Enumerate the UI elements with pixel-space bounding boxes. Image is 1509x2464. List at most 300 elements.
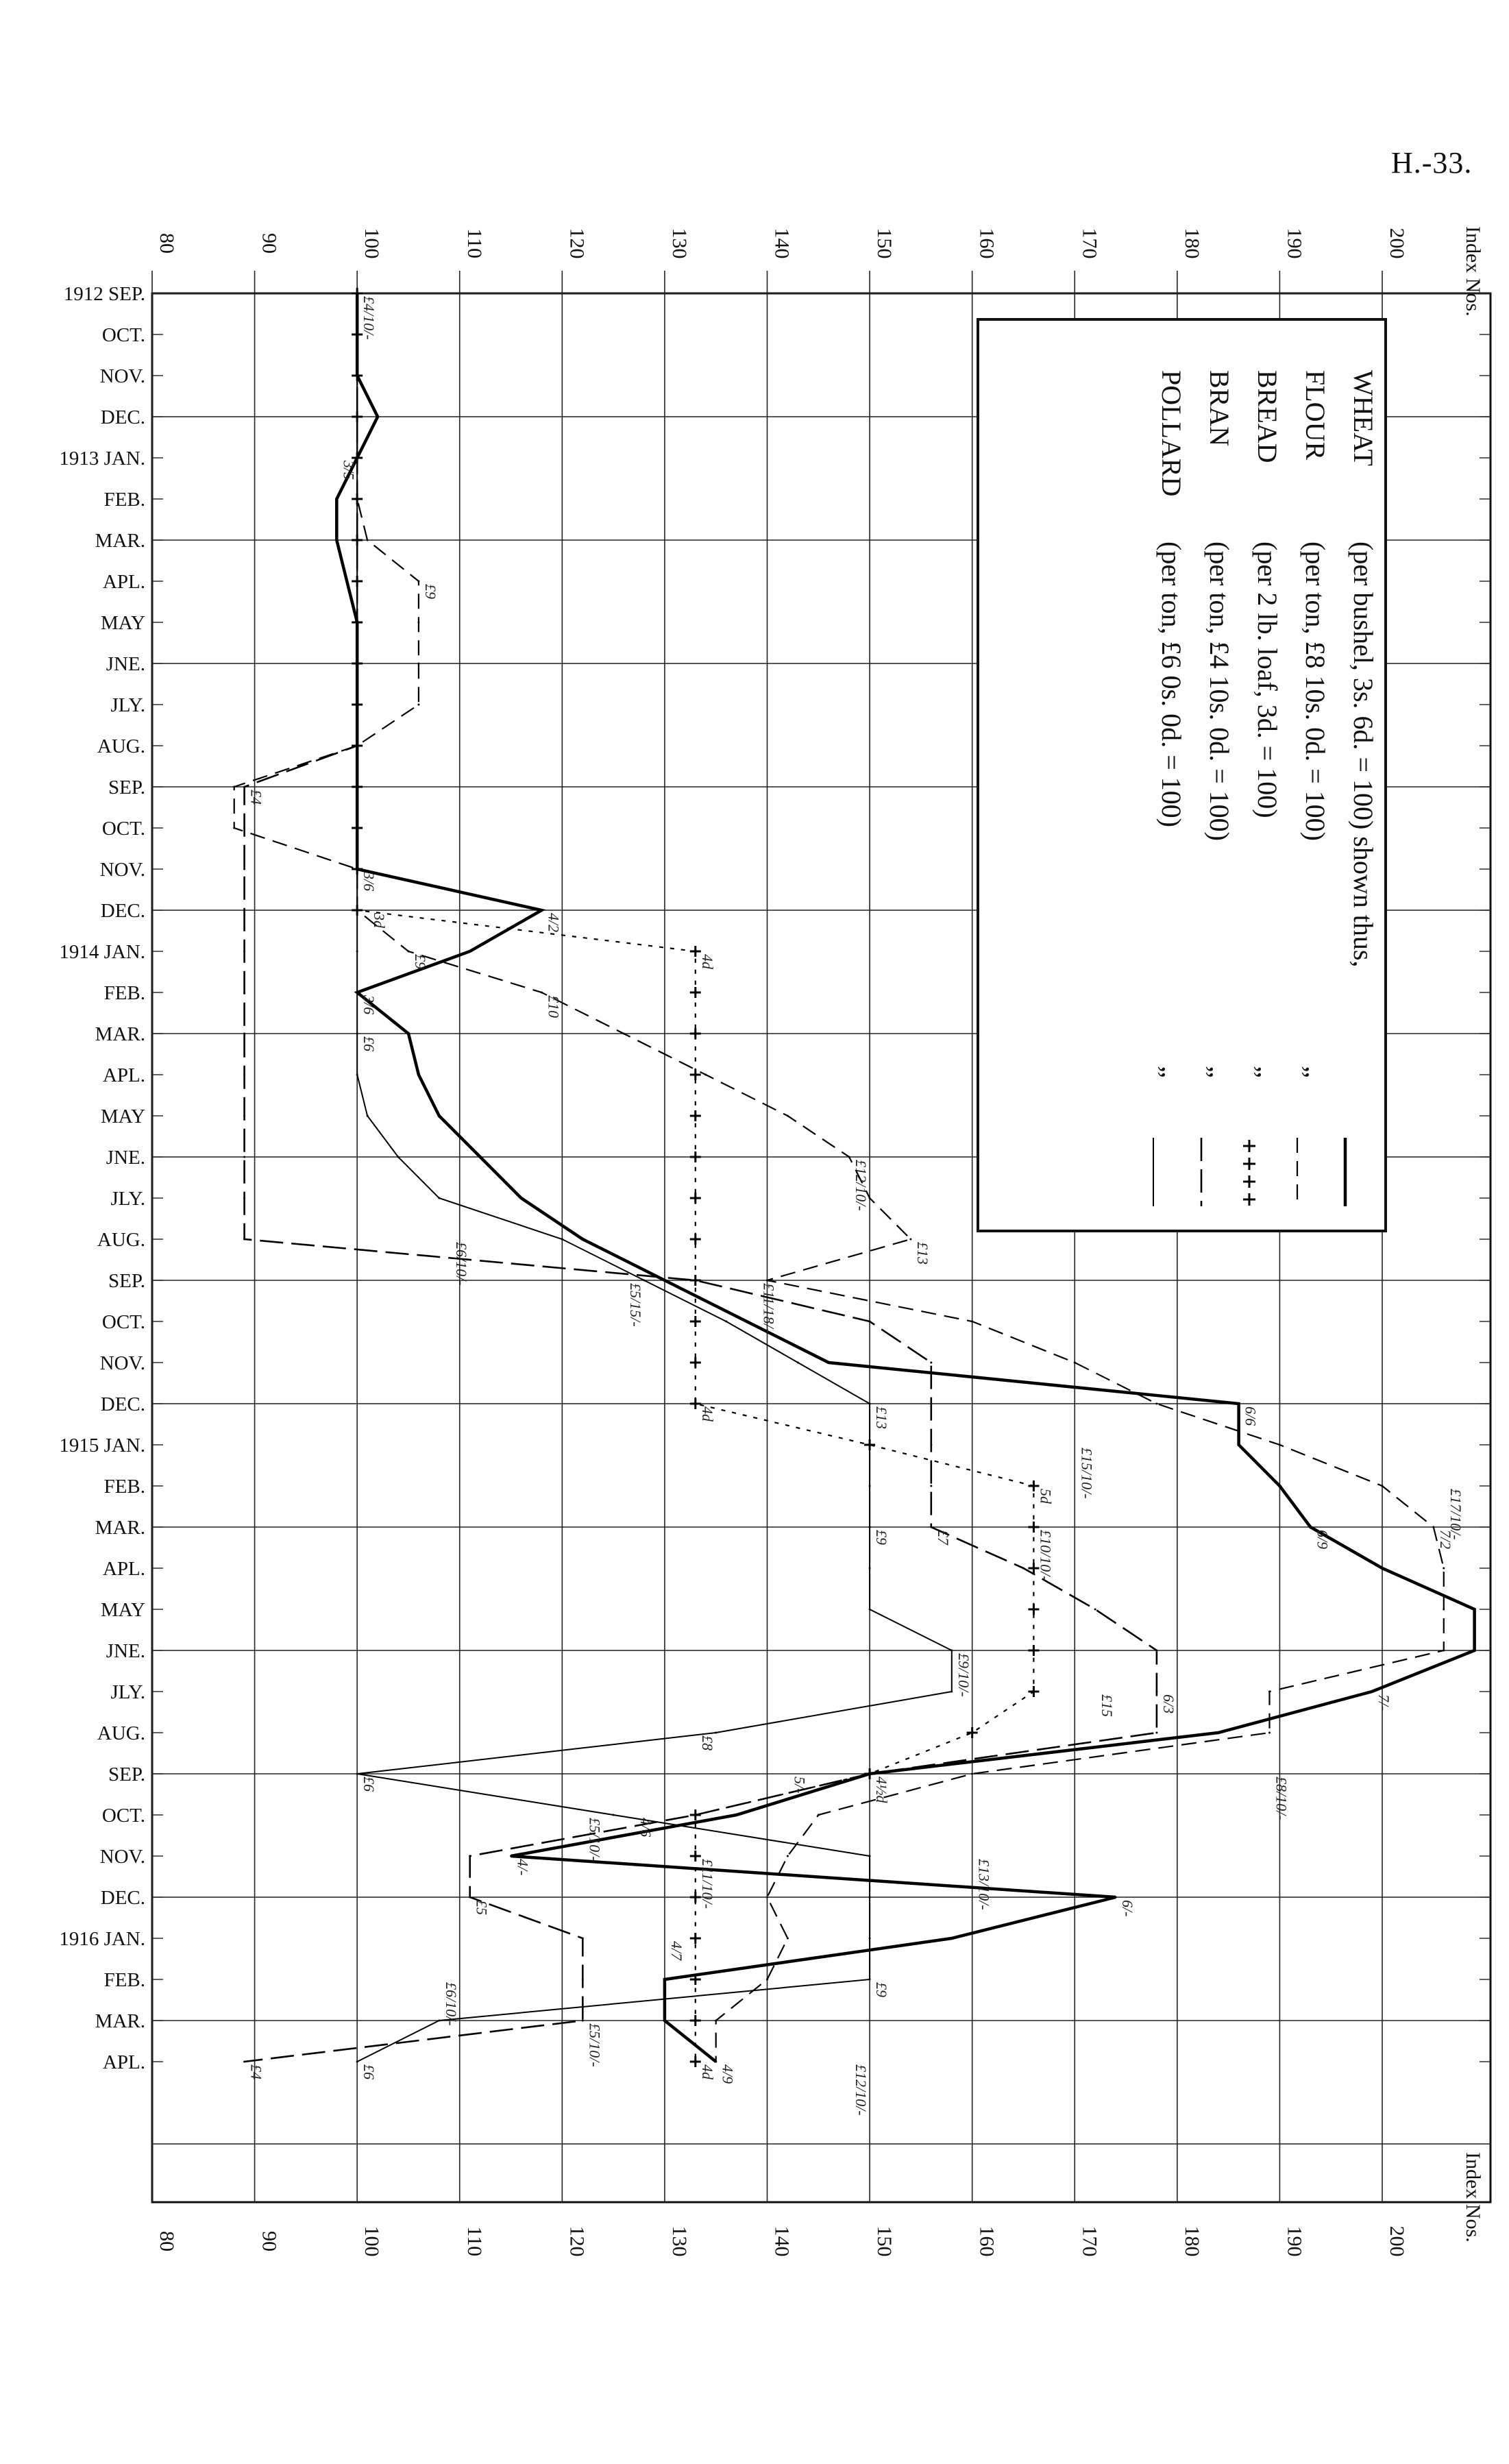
point-wheat [469, 951, 471, 953]
point-bran [243, 868, 245, 870]
point-wheat [1473, 1609, 1475, 1611]
annotation-label: £7 [934, 1530, 952, 1545]
annotation-label: 3/6 [360, 872, 378, 892]
point-pollard [869, 1855, 871, 1857]
annotation-label: £9/10/- [955, 1653, 972, 1697]
point-flour [1382, 1485, 1384, 1487]
point-pollard [950, 1691, 953, 1693]
point-bread [690, 1028, 701, 1039]
index-axis-top [156, 228, 1408, 259]
point-bran [930, 1526, 932, 1528]
point-bran [243, 786, 245, 788]
annotation-label: £4/10/- [360, 296, 378, 340]
point-bran [243, 992, 245, 994]
annotation-label: £9 [873, 1982, 891, 1997]
annotation-label: 6/6 [1242, 1406, 1260, 1426]
legend-series-name: BRAN [1204, 370, 1235, 447]
point-bran [243, 1074, 245, 1076]
point-flour [541, 992, 543, 994]
point-pollard [715, 1732, 717, 1734]
month-label: NOV. [99, 1846, 145, 1868]
point-bran [869, 1321, 871, 1323]
tick-label-top: 180 [1180, 228, 1203, 259]
point-bran [582, 1979, 584, 1981]
point-bran [243, 1033, 245, 1035]
annotation-label: 4½d [873, 1777, 891, 1803]
point-flour [787, 1855, 789, 1857]
point-wheat [520, 1197, 522, 1199]
point-pollard [356, 581, 358, 583]
tick-label-bottom: 150 [873, 2225, 896, 2257]
month-label: NOV. [99, 1352, 145, 1374]
point-bran [930, 1444, 932, 1446]
point-pollard [367, 1115, 369, 1117]
annotation-label: 6/- [1119, 1900, 1137, 1917]
point-pollard [869, 1979, 871, 1981]
point-bran [930, 1403, 932, 1405]
annotation-label: 7/2 [1436, 1530, 1454, 1550]
annotation-label: £5/10/- [586, 1818, 604, 1862]
point-pollard [356, 1773, 358, 1775]
tick-label-bottom: 120 [565, 2225, 589, 2257]
point-bread [690, 2015, 701, 2026]
month-label: JNE. [106, 1640, 145, 1662]
point-flour [766, 1280, 768, 1282]
point-bran [582, 1938, 584, 1940]
point-bread [690, 1110, 701, 1121]
annotation-label: 6/9 [1314, 1530, 1332, 1550]
point-pollard [613, 1814, 615, 1816]
annotation-label: £6 [360, 1777, 378, 1792]
point-flour [367, 539, 369, 541]
point-wheat [663, 1280, 665, 1282]
annotation-label: £8/10/- [1273, 1777, 1290, 1820]
legend [978, 319, 1386, 1231]
point-bran [694, 1280, 696, 1282]
point-flour [715, 2020, 717, 2022]
point-pollard [356, 704, 358, 706]
tick-label-top: 150 [873, 228, 896, 259]
month-label: APL. [102, 1558, 145, 1580]
point-flour [1074, 1362, 1076, 1364]
month-label: OCT. [101, 1805, 145, 1827]
point-pollard [950, 1650, 953, 1652]
tick-label-top: 130 [667, 228, 691, 259]
annotation-label: £15 [1099, 1694, 1116, 1717]
annotation-label: £9 [421, 584, 439, 599]
point-bran [469, 1896, 471, 1899]
tick-label-bottom: 130 [667, 2225, 691, 2257]
point-pollard [438, 2020, 440, 2022]
point-bran [930, 1485, 932, 1487]
month-label: DEC. [100, 1887, 145, 1909]
point-wheat [510, 1855, 512, 1857]
point-bread [1028, 1686, 1039, 1697]
point-pollard [356, 663, 358, 665]
point-pollard [356, 334, 358, 336]
point-wheat [1310, 1526, 1312, 1528]
point-bread [1028, 1645, 1039, 1656]
point-pollard [356, 457, 358, 459]
point-pollard [356, 868, 358, 870]
axis-label-top-index: Index Nos. [1462, 226, 1484, 317]
annotation-label: £11/18/- [760, 1283, 778, 1333]
point-pollard [356, 786, 358, 788]
point-wheat [1371, 1691, 1373, 1693]
tick-label-top: 200 [1386, 228, 1408, 259]
legend-basis: (per 2 lb. loaf, 3d. = 100) [1252, 541, 1283, 818]
point-pollard [356, 622, 358, 624]
month-label: APL. [102, 1064, 145, 1086]
point-flour [1432, 1526, 1434, 1528]
point-pollard [356, 293, 358, 295]
point-flour [233, 827, 235, 829]
point-pollard [869, 1568, 871, 1570]
month-label: MAY [100, 1599, 145, 1621]
annotation-label: 3/5 [340, 461, 358, 480]
point-bread [690, 987, 701, 998]
point-pollard [869, 1609, 871, 1611]
point-bran [243, 827, 245, 829]
month-label: AUG. [97, 1229, 145, 1251]
point-bread [690, 1316, 701, 1327]
annotation-label: £13 [873, 1406, 891, 1429]
point-bran [1094, 1609, 1096, 1611]
month-label: MAR. [95, 530, 145, 552]
annotation-label: 5/- [791, 1777, 809, 1794]
legend-basis: (per ton, £4 10s. 0d. = 100) [1204, 541, 1235, 841]
point-wheat [1217, 1732, 1219, 1734]
annotation-label: £13/10/- [975, 1859, 993, 1910]
point-pollard [356, 951, 358, 953]
index-axis-bottom [156, 2226, 1408, 2257]
annotation-label: 4/- [514, 1859, 532, 1876]
annotation-label: 3/6 [360, 995, 378, 1015]
point-flour [233, 786, 235, 788]
point-flour [417, 704, 419, 706]
point-wheat [1238, 1403, 1240, 1405]
annotation-label: £11/10/- [698, 1859, 716, 1909]
tick-label-bottom: 160 [975, 2225, 998, 2257]
point-pollard [356, 827, 358, 829]
annotation-label: 6/3 [1160, 1694, 1177, 1714]
month-label: 1912 SEP. [63, 283, 145, 305]
annotation-label: £9 [873, 1530, 891, 1545]
annotation-label: £17/10/- [1447, 1489, 1464, 1540]
month-label: JLY. [110, 1188, 145, 1210]
point-pollard [797, 1362, 799, 1364]
month-label: FEB. [103, 489, 145, 511]
point-wheat [1382, 1568, 1384, 1570]
tick-label-top: 160 [975, 228, 998, 259]
point-bran [694, 1814, 696, 1816]
point-bread [690, 1933, 701, 1944]
tick-label-bottom: 200 [1386, 2225, 1408, 2257]
point-wheat [336, 539, 338, 541]
month-label: 1916 JAN. [59, 1928, 145, 1950]
month-label: SEP. [108, 1270, 145, 1292]
month-label: JLY. [110, 694, 145, 716]
point-flour [787, 1938, 789, 1940]
point-flour [1268, 1732, 1271, 1734]
legend-basis: (per bushel, 3s. 6d. = 100) shown thus, [1348, 541, 1379, 968]
tick-label-top: 170 [1078, 228, 1101, 259]
legend-ditto: „ [1252, 1066, 1283, 1078]
annotation-label: 4/6 [637, 1818, 655, 1838]
point-wheat [1238, 1444, 1240, 1446]
tick-label-top: 80 [156, 233, 178, 254]
point-pollard [356, 992, 358, 994]
tick-label-top: 140 [770, 228, 794, 259]
tick-label-top: 90 [258, 233, 281, 254]
point-flour [417, 581, 419, 583]
point-bread [690, 1357, 701, 1368]
legend-series-name: POLLARD [1156, 370, 1187, 497]
month-label: OCT. [101, 818, 145, 840]
point-wheat [582, 1239, 584, 1241]
annotation-label: 7/- [1375, 1694, 1393, 1711]
series-bread [352, 288, 1039, 2067]
month-label: APL. [102, 571, 145, 593]
month-label: JNE. [106, 1147, 145, 1169]
point-bran [243, 951, 245, 953]
point-bran [243, 910, 245, 912]
month-label: FEB. [103, 1969, 145, 1991]
tick-label-top: 110 [463, 228, 486, 258]
point-bran [1022, 1568, 1025, 1570]
month-label: MAY [100, 1106, 145, 1127]
month-label: SEP. [108, 777, 145, 798]
point-bread [690, 1234, 701, 1245]
point-wheat [438, 1115, 440, 1117]
point-wheat [1279, 1485, 1281, 1487]
point-wheat [346, 581, 348, 583]
point-bread [690, 1069, 701, 1080]
point-pollard [561, 1239, 563, 1241]
annotation-label: £13 [913, 1242, 931, 1265]
month-label: FEB. [103, 982, 145, 1004]
point-bread [1028, 1604, 1039, 1615]
tick-label-top: 190 [1283, 228, 1306, 259]
month-label: NOV. [99, 859, 145, 881]
month-label: DEC. [100, 1393, 145, 1415]
point-bran [469, 1855, 471, 1857]
point-flour [417, 663, 419, 665]
tick-label-bottom: 80 [156, 2231, 178, 2252]
tick-label-bottom: 180 [1180, 2225, 1203, 2257]
tick-label-bottom: 100 [360, 2225, 384, 2257]
point-pollard [356, 416, 358, 418]
axis-label-bottom-index: Index Nos. [1462, 2152, 1484, 2243]
point-bran [243, 2061, 245, 2063]
point-flour [407, 951, 409, 953]
point-pollard [356, 1033, 358, 1035]
point-bran [243, 1156, 245, 1158]
point-flour [704, 1074, 707, 1076]
point-flour [1268, 1691, 1271, 1693]
point-bran [1155, 1650, 1157, 1652]
point-bread [690, 1151, 701, 1162]
legend-basis: (per ton, £6 0s. 0d. = 100) [1156, 541, 1187, 827]
point-flour [818, 1814, 820, 1816]
tick-label-top: 100 [360, 228, 384, 259]
point-wheat [735, 1814, 737, 1816]
point-flour [623, 1033, 625, 1035]
month-label: JNE. [106, 653, 145, 675]
point-pollard [643, 1280, 646, 1282]
point-flour [766, 1896, 768, 1899]
month-label: DEC. [100, 900, 145, 922]
point-bread [967, 1727, 978, 1738]
point-flour [848, 1156, 850, 1158]
point-flour [1443, 1568, 1445, 1570]
point-bran [582, 2020, 584, 2022]
point-wheat [479, 1156, 481, 1158]
annotation-label: 4/7 [667, 1941, 685, 1961]
annotation-label: 4d [698, 2064, 716, 2079]
point-pollard [397, 1156, 400, 1158]
annotation-label: £4 [247, 2064, 265, 2079]
tick-label-bottom: 190 [1283, 2225, 1306, 2257]
tick-label-bottom: 90 [258, 2231, 281, 2252]
tick-label-top: 120 [565, 228, 589, 259]
point-flour [971, 1321, 973, 1323]
month-label: MAY [100, 612, 145, 634]
point-flour [1155, 1403, 1157, 1405]
annotation-label: £15/10/- [1078, 1448, 1096, 1499]
point-pollard [356, 745, 358, 747]
point-bran [1155, 1732, 1157, 1734]
point-wheat [336, 498, 338, 500]
annotation-label: 4/2 [545, 913, 563, 933]
annotation-label: £6 [360, 2064, 378, 2079]
month-label: 1915 JAN. [59, 1435, 145, 1456]
annotation-label: £5 [473, 1900, 491, 1915]
legend-series-name: WHEAT [1348, 370, 1379, 466]
point-pollard [356, 2061, 358, 2063]
annotation-label: £4 [247, 790, 265, 805]
point-wheat [1473, 1650, 1475, 1652]
point-bran [1155, 1691, 1157, 1693]
point-wheat [663, 2020, 665, 2022]
point-pollard [869, 1444, 871, 1446]
point-pollard [356, 498, 358, 500]
point-bran [243, 1197, 245, 1199]
month-label: MAR. [95, 1023, 145, 1045]
month-label: DEC. [100, 406, 145, 428]
tick-label-bottom: 140 [770, 2225, 794, 2257]
point-flour [971, 1773, 973, 1775]
point-wheat [950, 1938, 953, 1940]
month-label: SEP. [108, 1764, 145, 1785]
month-label: JLY. [110, 1681, 145, 1703]
point-wheat [541, 910, 543, 912]
month-label: OCT. [101, 324, 145, 346]
point-pollard [356, 1074, 358, 1076]
month-label: OCT. [101, 1311, 145, 1333]
legend-series-name: BREAD [1252, 370, 1283, 463]
point-bread [690, 1193, 701, 1204]
month-label: 1914 JAN. [59, 941, 145, 963]
point-flour [417, 622, 419, 624]
point-bran [869, 1773, 871, 1775]
annotation-label: £8 [698, 1735, 716, 1751]
point-wheat [417, 1074, 419, 1076]
point-pollard [869, 1896, 871, 1899]
annotation-label: 3d [371, 913, 389, 928]
point-pollard [869, 1403, 871, 1405]
page-reference: H.-33. [1391, 146, 1473, 180]
annotation-label: 4d [698, 1406, 716, 1422]
annotation-label: £10 [545, 995, 563, 1018]
point-wheat [746, 1321, 748, 1323]
point-wheat [663, 1979, 665, 1981]
legend-series-name: FLOUR [1300, 370, 1331, 461]
legend-ditto: „ [1156, 1066, 1187, 1078]
month-label: FEB. [103, 1476, 145, 1498]
point-bran [243, 1239, 245, 1241]
point-flour [766, 1979, 768, 1981]
legend-ditto: „ [1300, 1066, 1331, 1078]
annotation-label: £6 [360, 1036, 378, 1051]
point-pollard [356, 910, 358, 912]
point-pollard [869, 1938, 871, 1940]
month-label: 1913 JAN. [59, 448, 145, 469]
point-pollard [869, 1526, 871, 1528]
point-pollard [356, 375, 358, 377]
point-bran [930, 1362, 932, 1364]
annotation-label: £12/10/- [852, 2064, 870, 2116]
month-label: NOV. [99, 365, 145, 387]
month-label: MAR. [95, 2010, 145, 2032]
annotation-label: 4d [698, 954, 716, 969]
annotation-label: 4/9 [719, 2064, 737, 2084]
annotation-label: £9 [411, 954, 429, 969]
legend-ditto: „ [1204, 1066, 1235, 1078]
point-wheat [407, 1033, 409, 1035]
legend-basis: (per ton, £8 10s. 0d. = 100) [1300, 541, 1331, 841]
point-flour [1279, 1444, 1281, 1446]
point-flour [715, 2061, 717, 2063]
month-label: APL. [102, 2051, 145, 2073]
point-wheat [828, 1362, 830, 1364]
tick-label-bottom: 110 [463, 2226, 486, 2256]
annotation-label: £5/10/- [586, 2023, 604, 2067]
point-flour [1443, 1650, 1445, 1652]
point-pollard [438, 1197, 440, 1199]
point-pollard [725, 1321, 727, 1323]
month-label: AUG. [97, 735, 145, 757]
point-wheat [1115, 1896, 1117, 1899]
point-flour [909, 1239, 911, 1241]
month-axis [59, 283, 145, 2073]
point-pollard [356, 539, 358, 541]
point-flour [787, 1115, 789, 1117]
annotation-label: £6/10/- [442, 1982, 460, 2026]
month-label: AUG. [97, 1722, 145, 1744]
point-pollard [869, 1485, 871, 1487]
annotation-label: £5/15/- [627, 1283, 645, 1327]
annotation-label: 5d [1037, 1489, 1055, 1504]
annotation-label: £10/10/- [1037, 1530, 1055, 1581]
month-label: MAR. [95, 1517, 145, 1539]
annotation-label: £6/10/- [452, 1242, 470, 1286]
series-line-bread [357, 293, 1033, 2062]
point-wheat [377, 416, 379, 418]
annotation-label: £12/10/- [852, 1160, 870, 1211]
tick-label-bottom: 170 [1078, 2225, 1101, 2257]
point-flour [1443, 1609, 1445, 1611]
